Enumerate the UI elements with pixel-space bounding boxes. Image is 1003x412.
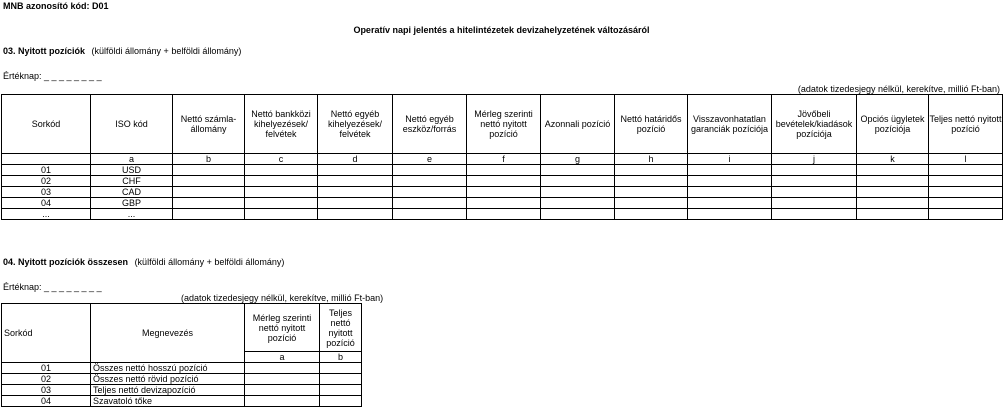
data-cell[interactable] bbox=[857, 187, 929, 198]
header-cell bbox=[615, 95, 688, 154]
header-cell bbox=[173, 95, 245, 154]
header-label: Azonnali pozíció bbox=[544, 119, 611, 129]
data-cell[interactable] bbox=[929, 198, 1003, 209]
data-cell[interactable] bbox=[772, 198, 857, 209]
data-cell[interactable] bbox=[393, 198, 467, 209]
data-cell[interactable] bbox=[173, 209, 245, 220]
data-cell[interactable] bbox=[245, 363, 320, 374]
header-label: ISO kód bbox=[115, 119, 148, 129]
header-label: Nettó bankközi kihelyezések/ felvétek bbox=[251, 109, 311, 139]
section2-title bbox=[3, 257, 284, 267]
section2-title-bold: 04. Nyitott pozíciók összesen bbox=[3, 257, 129, 267]
data-cell[interactable] bbox=[857, 209, 929, 220]
data-cell[interactable] bbox=[245, 176, 318, 187]
data-cell[interactable] bbox=[393, 165, 467, 176]
data-cell[interactable] bbox=[857, 165, 929, 176]
header-cell bbox=[320, 304, 362, 352]
data-cell[interactable] bbox=[318, 209, 393, 220]
row-iso: GBP bbox=[91, 198, 173, 209]
header-label: Mérleg szerinti nettó nyitott pozíció bbox=[474, 109, 533, 139]
section2-title-rest: (külföldi állomány + belföldi állomány) bbox=[134, 257, 285, 267]
column-letter: b bbox=[173, 154, 245, 165]
column-letter: l bbox=[929, 154, 1003, 165]
header-cell bbox=[2, 304, 91, 363]
header-cell bbox=[688, 95, 772, 154]
header-label: Nettó határidős pozíció bbox=[620, 114, 682, 134]
row-code: 01 bbox=[2, 363, 91, 374]
data-cell[interactable] bbox=[467, 176, 541, 187]
data-cell[interactable] bbox=[615, 209, 688, 220]
row-iso: CAD bbox=[91, 187, 173, 198]
table-row bbox=[2, 374, 362, 385]
row-code: 04 bbox=[2, 198, 91, 209]
header-cell bbox=[857, 95, 929, 154]
table-row bbox=[2, 187, 1003, 198]
section1-unit-note: (adatok tizedesjegy nélkül, kerekítve, millió Ft-ban) bbox=[797, 84, 1000, 94]
data-cell[interactable] bbox=[245, 396, 320, 407]
section1-title bbox=[3, 46, 241, 56]
header-label: Mérleg szerinti nettó nyitott pozíció bbox=[252, 312, 312, 343]
data-cell[interactable] bbox=[393, 209, 467, 220]
data-cell[interactable] bbox=[688, 209, 772, 220]
header-cell bbox=[318, 95, 393, 154]
data-cell[interactable] bbox=[173, 187, 245, 198]
header-cell bbox=[929, 95, 1003, 154]
data-cell[interactable] bbox=[393, 187, 467, 198]
data-cell[interactable] bbox=[929, 209, 1003, 220]
data-cell[interactable] bbox=[688, 187, 772, 198]
data-cell[interactable] bbox=[615, 176, 688, 187]
header-label: Nettó számla-állomány bbox=[180, 114, 237, 134]
data-cell[interactable] bbox=[245, 165, 318, 176]
data-cell[interactable] bbox=[541, 176, 615, 187]
row-iso: ... bbox=[91, 209, 173, 220]
header-label: Sorkód bbox=[31, 119, 61, 129]
data-cell[interactable] bbox=[393, 176, 467, 187]
mnb-code: MNB azonosító kód: D01 bbox=[3, 1, 109, 11]
header-label: Teljes nettó nyitott pozíció bbox=[929, 114, 1002, 134]
header-label: Nettó egyéb kihelyezések/ felvétek bbox=[327, 109, 383, 139]
column-letter: i bbox=[688, 154, 772, 165]
row-name: Teljes nettó devizapozíció bbox=[91, 385, 245, 396]
data-cell[interactable] bbox=[318, 165, 393, 176]
column-letter: j bbox=[772, 154, 857, 165]
data-cell[interactable] bbox=[245, 385, 320, 396]
data-cell[interactable] bbox=[318, 176, 393, 187]
data-cell[interactable] bbox=[245, 209, 318, 220]
data-cell[interactable] bbox=[320, 374, 362, 385]
data-cell[interactable] bbox=[929, 187, 1003, 198]
header-label: Nettó egyéb eszköz/forrás bbox=[402, 114, 457, 134]
row-code: 03 bbox=[2, 385, 91, 396]
data-cell[interactable] bbox=[772, 176, 857, 187]
row-code: ... bbox=[2, 209, 91, 220]
data-cell[interactable] bbox=[245, 374, 320, 385]
data-cell[interactable] bbox=[688, 165, 772, 176]
data-cell[interactable] bbox=[857, 198, 929, 209]
section2-value-date: Értéknap: _ _ _ _ _ _ _ _ bbox=[3, 282, 102, 292]
data-cell[interactable] bbox=[615, 165, 688, 176]
header-cell bbox=[245, 304, 320, 352]
data-cell[interactable] bbox=[467, 198, 541, 209]
column-letter: c bbox=[245, 154, 318, 165]
header-cell bbox=[91, 95, 173, 154]
table-row bbox=[2, 176, 1003, 187]
header-label: Opciós ügyletek pozíciója bbox=[860, 114, 925, 134]
letter-row bbox=[2, 154, 1003, 165]
data-cell[interactable] bbox=[615, 187, 688, 198]
row-iso: CHF bbox=[91, 176, 173, 187]
header-row bbox=[2, 304, 362, 352]
header-cell bbox=[245, 95, 318, 154]
header-cell bbox=[772, 95, 857, 154]
data-cell[interactable] bbox=[929, 176, 1003, 187]
header-label: Megnevezés bbox=[141, 328, 194, 338]
header-cell bbox=[393, 95, 467, 154]
data-cell[interactable] bbox=[320, 385, 362, 396]
column-letter: a bbox=[245, 352, 320, 363]
header-cell bbox=[91, 304, 245, 363]
column-letter: b bbox=[320, 352, 362, 363]
row-code: 04 bbox=[2, 396, 91, 407]
header-cell bbox=[541, 95, 615, 154]
header-row bbox=[2, 95, 1003, 154]
data-cell[interactable] bbox=[467, 165, 541, 176]
data-cell[interactable] bbox=[320, 363, 362, 374]
data-cell[interactable] bbox=[245, 187, 318, 198]
column-letter: e bbox=[393, 154, 467, 165]
table-row bbox=[2, 209, 1003, 220]
section1-value-date: Értéknap: _ _ _ _ _ _ _ _ bbox=[3, 71, 102, 81]
data-cell[interactable] bbox=[318, 187, 393, 198]
column-letter: k bbox=[857, 154, 929, 165]
data-cell[interactable] bbox=[772, 187, 857, 198]
table-row bbox=[2, 198, 1003, 209]
header-label: Sorkód bbox=[4, 328, 33, 338]
open-positions-table bbox=[1, 94, 1003, 220]
header-label: Teljes nettó nyitott pozíció bbox=[326, 307, 355, 348]
data-cell[interactable] bbox=[173, 176, 245, 187]
data-cell[interactable] bbox=[467, 187, 541, 198]
section1-title-bold: 03. Nyitott pozíciók bbox=[3, 46, 86, 56]
data-cell[interactable] bbox=[772, 165, 857, 176]
column-letter bbox=[2, 154, 91, 165]
data-cell[interactable] bbox=[541, 209, 615, 220]
table-row bbox=[2, 165, 1003, 176]
data-cell[interactable] bbox=[688, 198, 772, 209]
table-row bbox=[2, 385, 362, 396]
data-cell[interactable] bbox=[688, 176, 772, 187]
row-name: Összes nettó hosszú pozíció bbox=[91, 363, 245, 374]
table-row bbox=[2, 363, 362, 374]
column-letter: g bbox=[541, 154, 615, 165]
section1-title-rest: (külföldi állomány + belföldi állomány) bbox=[91, 46, 242, 56]
data-cell[interactable] bbox=[541, 198, 615, 209]
data-cell[interactable] bbox=[467, 209, 541, 220]
column-letter: d bbox=[318, 154, 393, 165]
data-cell[interactable] bbox=[857, 176, 929, 187]
row-code: 01 bbox=[2, 165, 91, 176]
data-cell[interactable] bbox=[541, 165, 615, 176]
column-letter: a bbox=[91, 154, 173, 165]
row-iso: USD bbox=[91, 165, 173, 176]
data-cell[interactable] bbox=[173, 198, 245, 209]
data-cell[interactable] bbox=[615, 198, 688, 209]
data-cell[interactable] bbox=[772, 209, 857, 220]
row-code: 02 bbox=[2, 374, 91, 385]
row-name: Szavatoló tőke bbox=[91, 396, 245, 407]
data-cell[interactable] bbox=[318, 198, 393, 209]
total-positions-table bbox=[1, 303, 362, 407]
row-code: 02 bbox=[2, 176, 91, 187]
data-cell[interactable] bbox=[929, 165, 1003, 176]
data-cell[interactable] bbox=[320, 396, 362, 407]
row-code: 03 bbox=[2, 187, 91, 198]
column-letter: h bbox=[615, 154, 688, 165]
header-label: Jövőbeli bevételek/kiadások pozíciója bbox=[775, 109, 853, 139]
column-letter: f bbox=[467, 154, 541, 165]
document-title: Operatív napi jelentés a hitelintézetek devizahelyzetének változásáról bbox=[353, 25, 650, 35]
data-cell[interactable] bbox=[173, 165, 245, 176]
header-cell bbox=[467, 95, 541, 154]
data-cell[interactable] bbox=[245, 198, 318, 209]
section2-unit-note: (adatok tizedesjegy nélkül, kerekítve, millió Ft-ban) bbox=[181, 293, 384, 303]
row-name: Összes nettó rövid pozíció bbox=[91, 374, 245, 385]
table-row bbox=[2, 396, 362, 407]
data-cell[interactable] bbox=[541, 187, 615, 198]
header-cell bbox=[2, 95, 91, 154]
header-label: Visszavonhatatlan garanciák pozíciója bbox=[690, 114, 769, 134]
